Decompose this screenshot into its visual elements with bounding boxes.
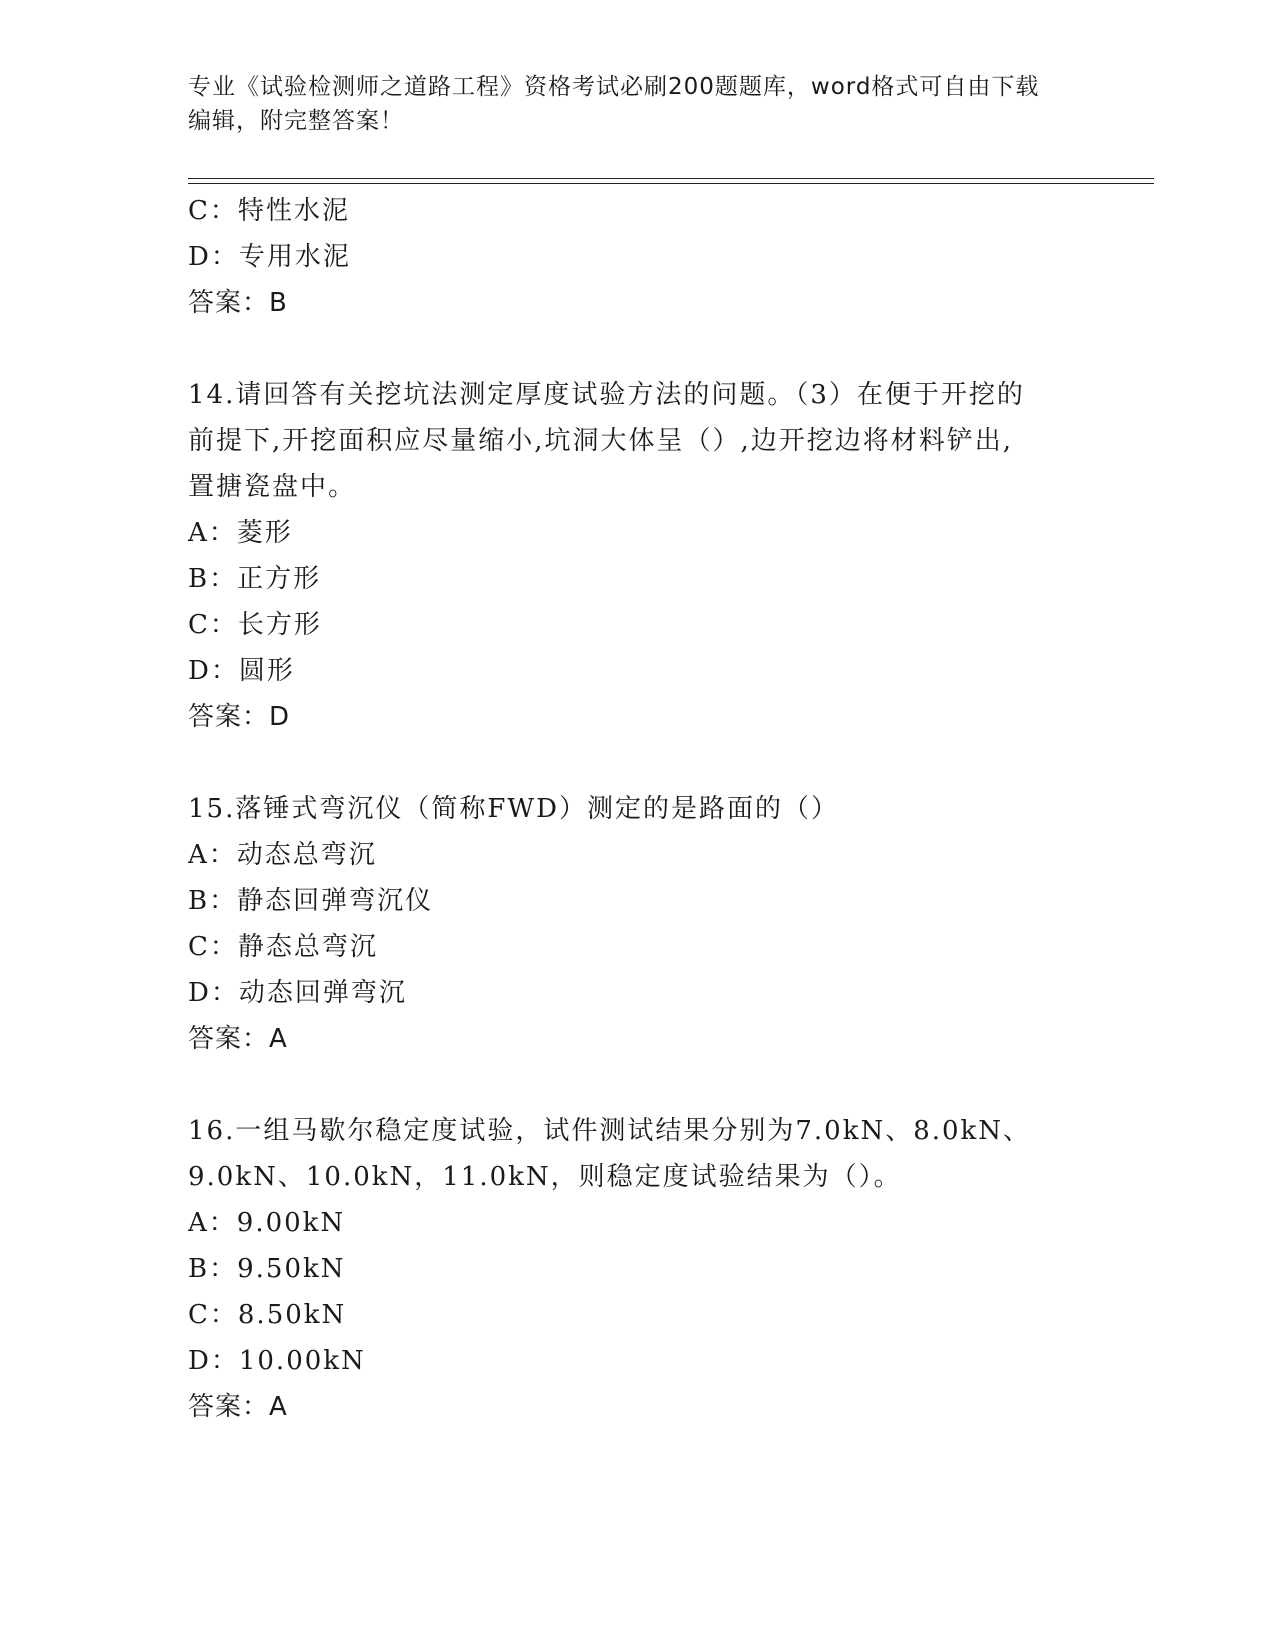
spacer (188, 1062, 1108, 1108)
option-b: B：9.50kN (188, 1254, 346, 1284)
option-a: A：动态总弯沉 (188, 840, 377, 870)
answer-label: 答案：B (188, 288, 288, 318)
option-c: C：静态总弯沉 (188, 932, 378, 962)
header-title-line-1: 专业《试验检测师之道路工程》资格考试必刷200题题库，word格式可自由下载 (188, 74, 1040, 100)
option-b: B：正方形 (188, 564, 322, 594)
question-15 (188, 786, 1108, 1062)
option-d: D：10.00kN (188, 1346, 366, 1376)
question-stem-line: 置搪瓷盘中。 (188, 472, 357, 502)
spacer (188, 326, 1108, 372)
spacer (188, 740, 1108, 786)
question-13 (188, 188, 1108, 326)
answer-label: 答案：A (188, 1392, 288, 1422)
question-14 (188, 372, 1108, 740)
option-c: C：长方形 (188, 610, 322, 640)
question-stem-line: 15.落锤式弯沉仪（简称FWD）测定的是路面的（） (188, 794, 839, 824)
question-16 (188, 1108, 1108, 1430)
header-divider-top (188, 178, 1154, 179)
option-c: C：特性水泥 (188, 196, 350, 226)
option-b: B：静态回弹弯沉仪 (188, 886, 434, 916)
question-content (188, 188, 1108, 1430)
option-a: A：9.00kN (188, 1208, 346, 1238)
question-stem-line: 前提下,开挖面积应尽量缩小,坑洞大体呈（）,边开挖边将材料铲出, (188, 426, 1014, 456)
header-title-line-2: 编辑，附完整答案！ (188, 108, 404, 134)
answer-label: 答案：A (188, 1024, 288, 1054)
option-d: D：专用水泥 (188, 242, 351, 272)
option-d: D：圆形 (188, 656, 295, 686)
document-header (188, 70, 1068, 138)
header-divider-bottom (188, 183, 1154, 184)
answer-label: 答案：D (188, 702, 291, 732)
option-d: D：动态回弹弯沉 (188, 978, 407, 1008)
question-stem-line: 9.0kN、10.0kN，11.0kN，则稳定度试验结果为（）。 (188, 1162, 902, 1192)
question-stem-line: 14.请回答有关挖坑法测定厚度试验方法的问题。（3）在便于开挖的 (188, 380, 1025, 410)
option-c: C：8.50kN (188, 1300, 347, 1330)
option-a: A：菱形 (188, 518, 293, 548)
question-stem-line: 16.一组马歇尔稳定度试验，试件测试结果分别为7.0kN、8.0kN、 (188, 1116, 1032, 1146)
